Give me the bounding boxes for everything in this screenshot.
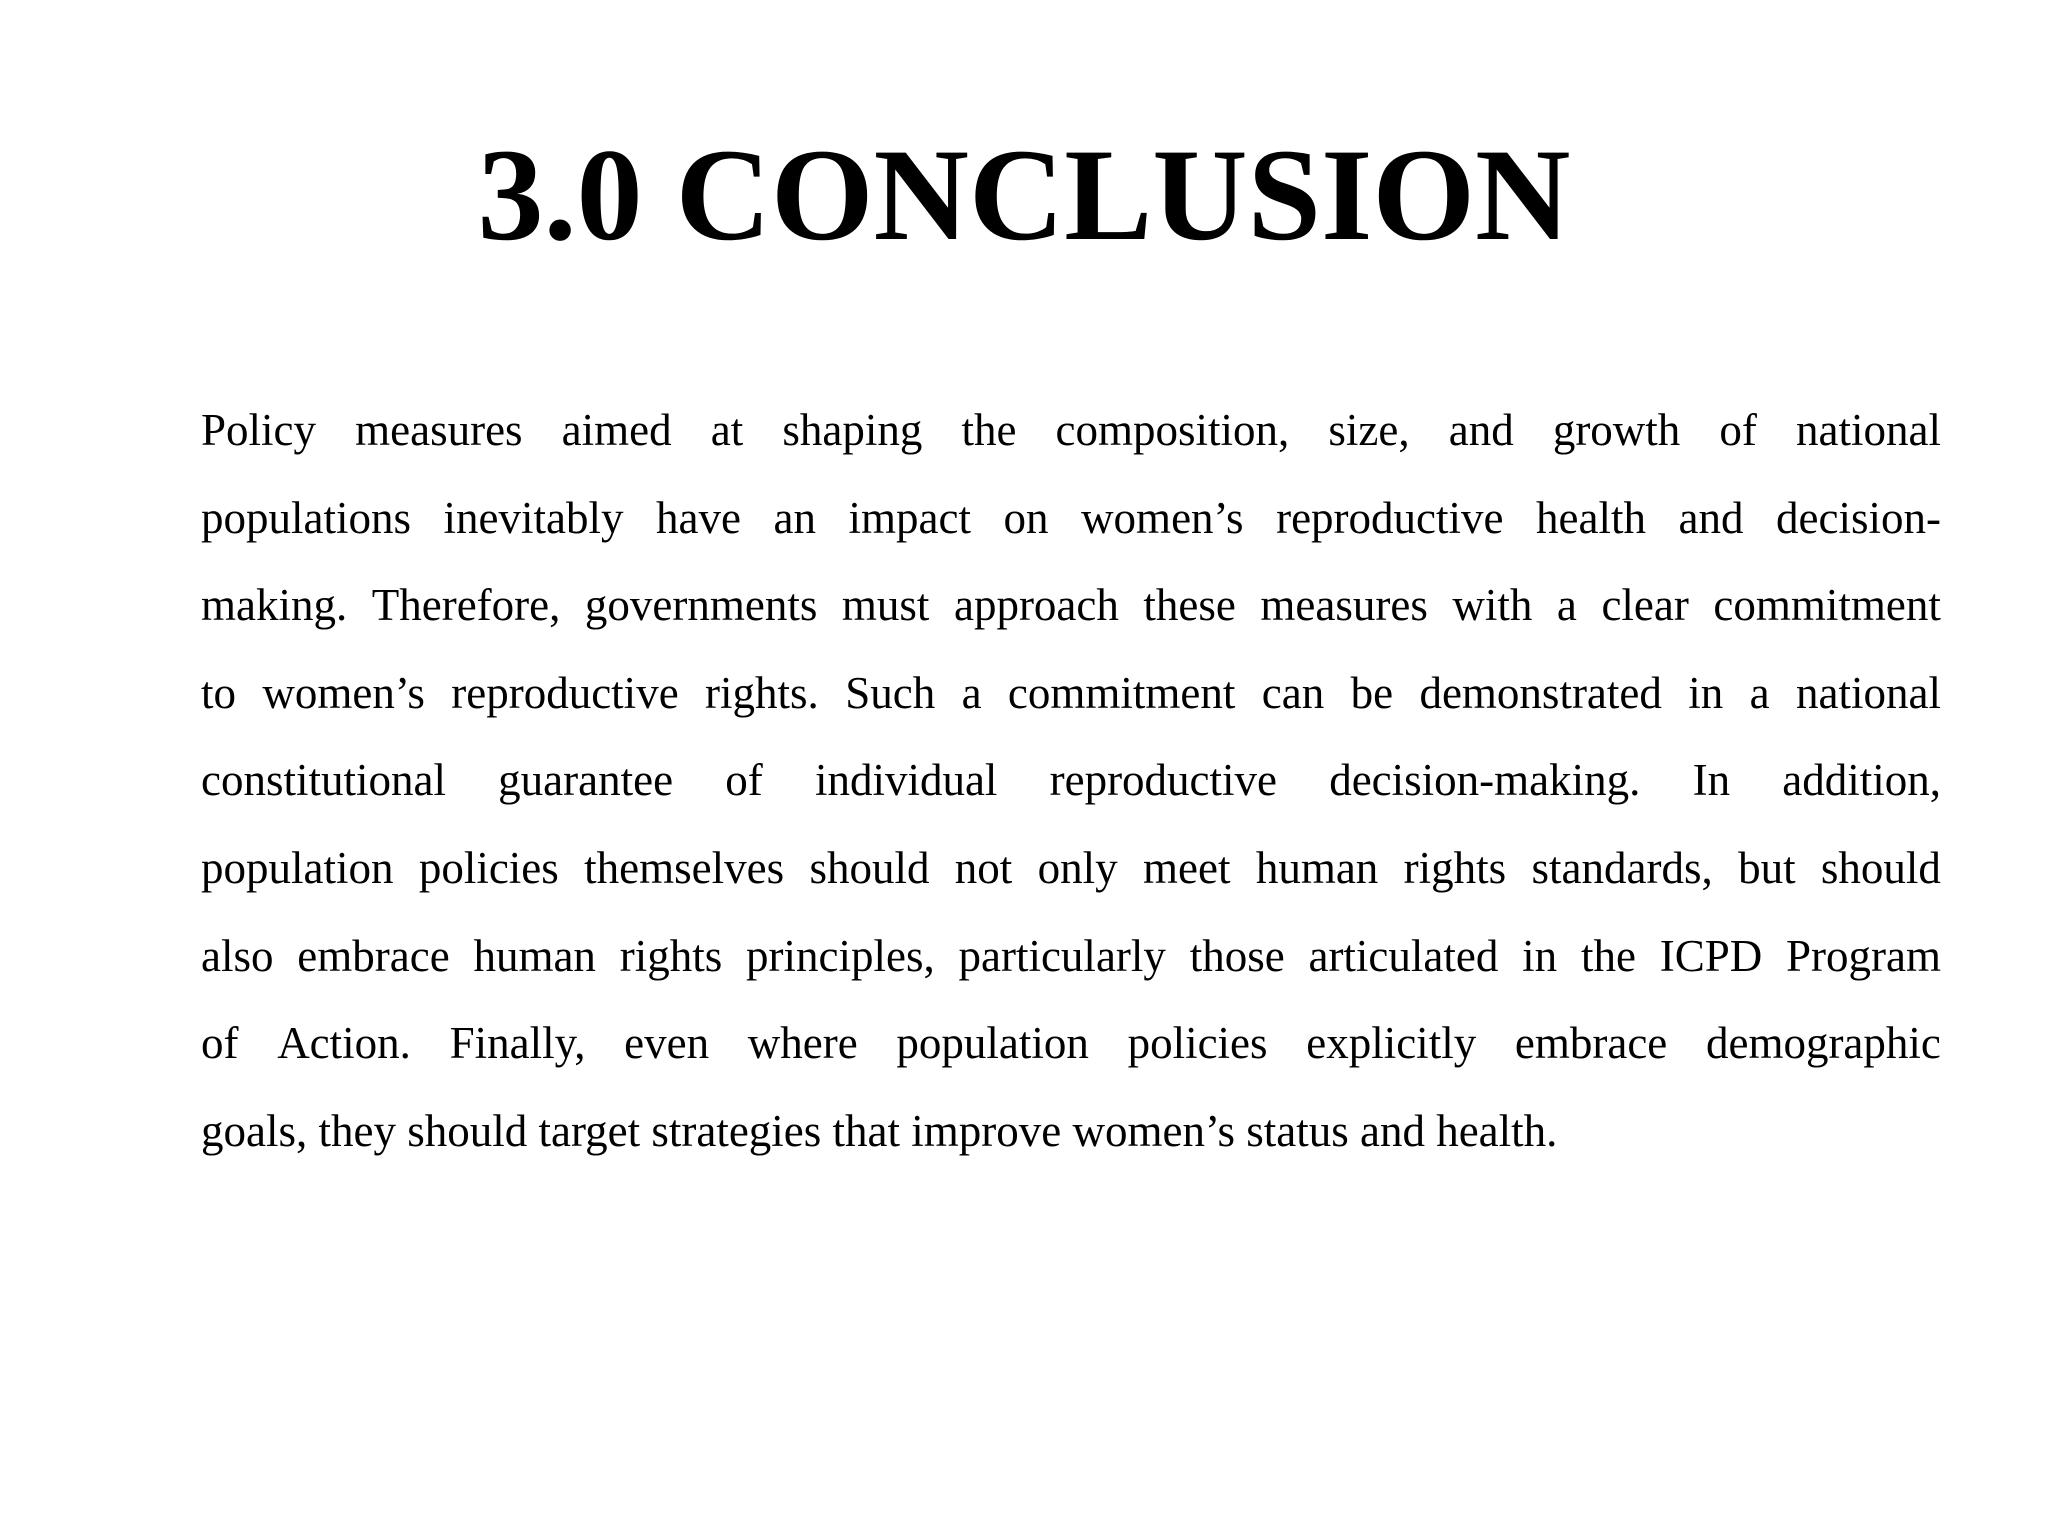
paragraph-line: also embrace human rights principles, particularly those articulated in the ICPD Program	[201, 930, 1941, 981]
paragraph-line: populations inevitably have an impact on women’s reproductive health and decision-	[201, 492, 1941, 543]
paragraph-line: to women’s reproductive rights. Such a commitment can be demonstrated in a national	[201, 667, 1941, 718]
paragraph-line: of Action. Finally, even where population policies explicitly embrace demographic	[201, 1018, 1941, 1069]
slide-title: 3.0 CONCLUSION	[477, 121, 1571, 268]
paragraph-line: population policies themselves should not only meet human rights standards, but should	[201, 842, 1941, 893]
paragraph-line: goals, they should target strategies that improve women’s status and health.	[201, 1105, 1558, 1156]
paragraph-line: Policy measures aimed at shaping the composition, size, and growth of national	[201, 405, 1941, 455]
paragraph-line: making. Therefore, governments must approach these measures with a clear commitment	[201, 580, 1941, 631]
conclusion-paragraph	[201, 387, 1941, 1175]
paragraph-line: constitutional guarantee of individual reproductive decision-making. In addition,	[201, 755, 1941, 806]
